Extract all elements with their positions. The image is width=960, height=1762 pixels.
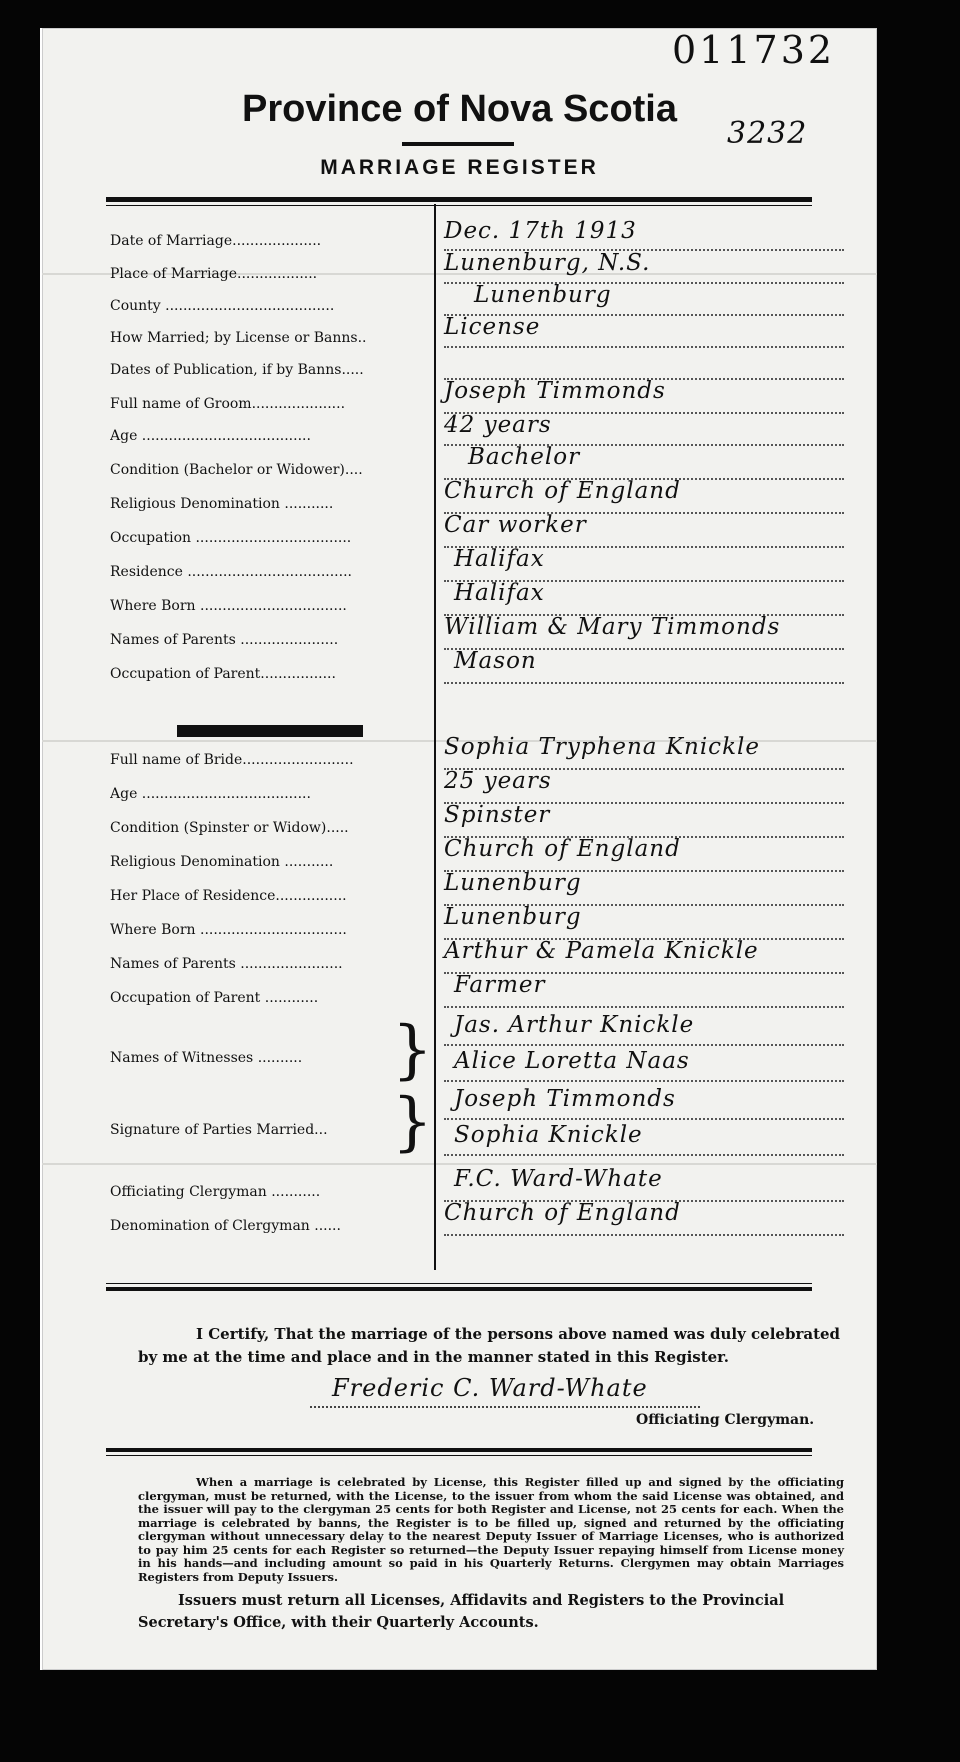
field-value-signature-bride: Sophia Knickle <box>454 1122 643 1148</box>
field-label-bride-parents: Names of Parents ....................... <box>110 956 343 972</box>
field-value-groom-occupation: Car worker <box>444 512 587 538</box>
fill-line <box>444 1154 844 1156</box>
issuers-note: Issuers must return all Licenses, Affidavits and Registers to the Provincial Secretary's Office, with their Quarterly Accounts. <box>138 1592 785 1631</box>
header-rule-thin <box>106 205 812 206</box>
field-label-clergy-denomination: Denomination of Clergyman ...... <box>110 1218 341 1234</box>
filing-instructions: When a marriage is celebrated by License, this Register filled up and signed by the officiating clergyman, must be returned, with the License, to the issuer from whom the said License was obtained, and the issuer will pay to the clergyman 25 cents for both Register and License, not 25 cents for each. When the marriage is celebrated by banns, the Register is to be filled up, signed and returned by the officiating clergyman without unnecessary delay to the nearest Deputy Issuer of Marriage Licenses, who is authorized to pay him 25 cents for each Register so returned—the Deputy Issuer repaying himself from License money in his hands—and including amount so paid in his Quarterly Returns. Clergymen may obtain Marriages Registers from Deputy Issuers. <box>138 1475 844 1584</box>
cert-rule <box>106 1287 812 1291</box>
header-rule <box>106 197 812 202</box>
field-value-bride-residence: Lunenburg <box>444 870 582 896</box>
field-value-groom-parents: William & Mary Timmonds <box>444 614 781 640</box>
column-divider <box>434 204 436 1270</box>
field-label-groom-condition: Condition (Bachelor or Widower).... <box>110 462 363 478</box>
field-value-groom-age: 42 years <box>444 412 552 438</box>
fill-line <box>444 1118 844 1120</box>
field-value-groom-where-born: Halifax <box>454 580 545 606</box>
field-value-bride-religion: Church of England <box>444 836 681 862</box>
field-label-bride-condition: Condition (Spinster or Widow)..... <box>110 820 349 836</box>
section-divider-bar <box>177 725 363 737</box>
field-value-date-of-marriage: Dec. 17th 1913 <box>444 218 637 244</box>
field-value-witness-1: Jas. Arthur Knickle <box>454 1012 695 1038</box>
field-label-county: County ...................................... <box>110 298 335 314</box>
fold-line <box>42 1163 877 1165</box>
field-label-witnesses: Names of Witnesses .......... <box>110 1050 303 1066</box>
field-label-signatures: Signature of Parties Married... <box>110 1122 328 1138</box>
field-label-groom-occupation: Occupation ................................... <box>110 530 352 546</box>
notice-rule <box>106 1448 812 1452</box>
field-label-groom-parents: Names of Parents ...................... <box>110 632 339 648</box>
field-label-bride-name: Full name of Bride......................... <box>110 752 354 768</box>
fill-line <box>444 1234 844 1236</box>
witnesses-brace: } <box>392 1013 433 1087</box>
title-underline <box>402 142 514 146</box>
field-value-bride-age: 25 years <box>444 768 552 794</box>
clergyman-signature: Frederic C. Ward-Whate <box>332 1374 648 1402</box>
field-label-bride-religion: Religious Denomination ........... <box>110 854 334 870</box>
field-label-bride-parent-occupation: Occupation of Parent ............ <box>110 990 319 1006</box>
field-value-groom-parent-occupation: Mason <box>454 648 537 674</box>
field-value-county: Lunenburg <box>474 282 612 308</box>
certification-text: I Certify, That the marriage of the persons above named was duly celebrated by me at the time and place and in the manner stated in this Register. <box>138 1325 841 1366</box>
field-value-groom-residence: Halifax <box>454 546 545 572</box>
fill-line <box>444 1044 844 1046</box>
field-label-officiating-clergyman: Officiating Clergyman ........... <box>110 1184 321 1200</box>
signatures-brace: } <box>392 1085 433 1159</box>
page-title: Province of Nova Scotia <box>241 88 677 130</box>
field-value-groom-condition: Bachelor <box>468 444 581 470</box>
field-label-place-of-marriage: Place of Marriage.................. <box>110 266 318 282</box>
field-value-groom-name: Joseph Timmonds <box>444 378 666 404</box>
field-value-witness-2: Alice Loretta Naas <box>454 1048 690 1074</box>
field-label-bride-residence: Her Place of Residence................ <box>110 888 347 904</box>
field-label-groom-name: Full name of Groom..................... <box>110 396 346 412</box>
field-value-bride-parent-occupation: Farmer <box>454 972 546 998</box>
fill-line <box>444 1080 844 1082</box>
field-label-groom-age: Age ...................................... <box>110 428 311 444</box>
register-page <box>40 28 877 1670</box>
registration-number: 011732 <box>672 28 836 72</box>
page-subtitle: MARRIAGE REGISTER <box>320 156 599 179</box>
field-label-date-of-marriage: Date of Marriage.................... <box>110 233 322 249</box>
fill-line <box>444 346 844 348</box>
fill-line <box>444 1006 844 1008</box>
field-label-groom-religion: Religious Denomination ........... <box>110 496 334 512</box>
index-number: 3232 <box>727 116 808 151</box>
field-value-bride-name: Sophia Tryphena Knickle <box>444 734 760 760</box>
field-label-bride-age: Age ...................................... <box>110 786 311 802</box>
field-value-bride-parents: Arthur & Pamela Knickle <box>444 938 759 964</box>
fill-line <box>444 682 844 684</box>
field-label-bride-where-born: Where Born ................................. <box>110 922 347 938</box>
cert-rule-thin <box>106 1283 812 1284</box>
field-value-bride-where-born: Lunenburg <box>444 904 582 930</box>
signature-line <box>310 1406 700 1408</box>
field-value-clergy-denomination: Church of England <box>444 1200 681 1226</box>
notice-rule-thin <box>106 1455 812 1456</box>
field-value-groom-religion: Church of England <box>444 478 681 504</box>
field-value-bride-condition: Spinster <box>444 802 551 828</box>
field-value-place-of-marriage: Lunenburg, N.S. <box>444 250 651 276</box>
field-value-signature-groom: Joseph Timmonds <box>454 1086 676 1112</box>
field-label-groom-where-born: Where Born ................................. <box>110 598 347 614</box>
field-label-groom-residence: Residence ..................................... <box>110 564 352 580</box>
signature-caption: Officiating Clergyman. <box>636 1412 815 1428</box>
field-value-how-married: License <box>444 314 541 340</box>
field-label-how-married: How Married; by License or Banns.. <box>110 330 367 346</box>
field-label-groom-parent-occupation: Occupation of Parent................. <box>110 666 336 682</box>
field-value-officiating-clergyman: F.C. Ward-Whate <box>454 1166 663 1192</box>
field-label-dates-of-publication: Dates of Publication, if by Banns..... <box>110 362 364 378</box>
